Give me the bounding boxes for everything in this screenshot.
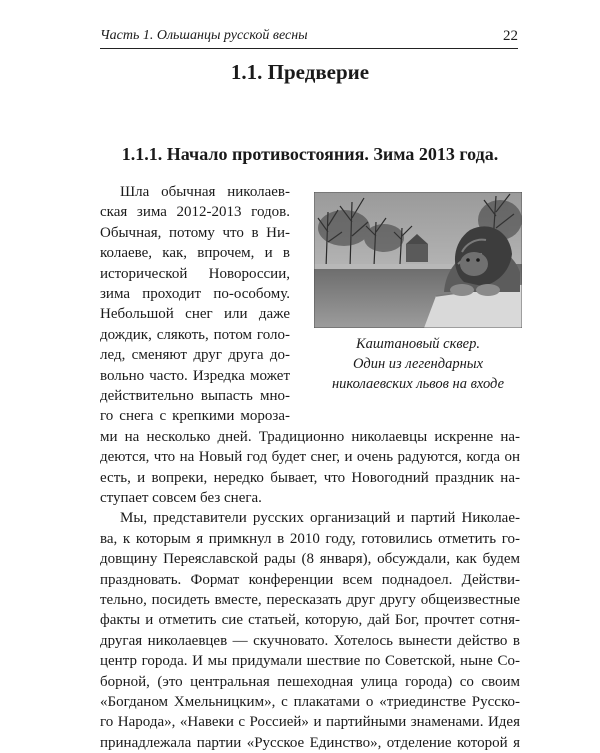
lion-photo	[314, 192, 522, 328]
text-line: «Богданом Хмельницким», с плакатами о «триединстве Русско-	[100, 694, 520, 710]
running-title: Часть 1. Ольшанцы русской весны	[100, 28, 308, 43]
text-line: тельно, посидеть вместе, пересказать друг другу общеизвестные	[100, 592, 520, 608]
text-line: борной, (это центральная пешеходная улица города) со своим	[100, 673, 520, 690]
text-line: исторической Новороссии,	[100, 265, 290, 282]
page-number: 22	[503, 28, 518, 44]
text-line: дождик, слякоть, потом голо-	[100, 326, 290, 343]
text-line: факты и отметить сие статьей, которую, дай Бог, прочтет сотня-	[100, 612, 520, 629]
text-line: деются, что на Новый год будет снег, и очень радуются, когда он	[100, 449, 520, 466]
running-header	[100, 26, 518, 49]
text-line: Обычная, потому что в Ни-	[100, 224, 290, 241]
text-line: колаеве, как, впрочем, и в	[100, 245, 290, 262]
text-line: действительно выпасть мно-	[100, 388, 290, 404]
text-line: го снега с крепкими мороза-	[100, 408, 290, 425]
text-line: зима проходит по-особому.	[100, 286, 290, 302]
photo-caption-line: Каштановый сквер.	[356, 336, 480, 352]
text-line: довщину Переяславской рады (8 января), обсуждали, как будем	[100, 551, 520, 568]
text-line: другая николаевцев — скучновато. Хотелось вынести действо в	[100, 632, 520, 649]
chapter-title: 1.1. Предверие	[230, 60, 370, 84]
text-line: Шла обычная николаев-	[120, 184, 290, 200]
text-line: есть, и вопреки, нередко бывает, что Новогодний праздник на-	[100, 469, 520, 486]
text-line: Небольшой снег или даже	[100, 306, 290, 323]
text-line: ская зима 2012-2013 годов.	[100, 204, 290, 221]
text-line: центр города. И мы придумали шествие по Советской, ныне Со-	[100, 653, 520, 670]
text-line: Мы, представители русских организаций и партий Николае-	[120, 510, 520, 527]
text-line: вольно часто. Изредка может	[100, 367, 290, 384]
photo-caption-line: Один из легендарных	[352, 356, 484, 372]
text-line: го Народа», «Навеки с Россией» и партийными знаменами. Идея	[100, 714, 520, 731]
text-line: праздновать. Формат конференции всем поднадоел. Действи-	[100, 571, 520, 588]
text-line: ми на несколько дней. Традиционно николаевцы искренне на-	[100, 428, 520, 445]
text-line: ва, к которым я примкнул в 2010 году, готовились отметить го-	[100, 530, 520, 547]
text-line: принадлежала партии «Русское Единство», отделение которой я	[100, 734, 520, 751]
photo-caption-line: николаевских львов на входе	[331, 376, 505, 392]
text-line: ступает совсем без снега.	[100, 490, 262, 506]
text-line: лед, сменяют друг друга до-	[100, 347, 290, 364]
section-title: 1.1.1. Начало противостояния. Зима 2013 года.	[121, 144, 499, 164]
